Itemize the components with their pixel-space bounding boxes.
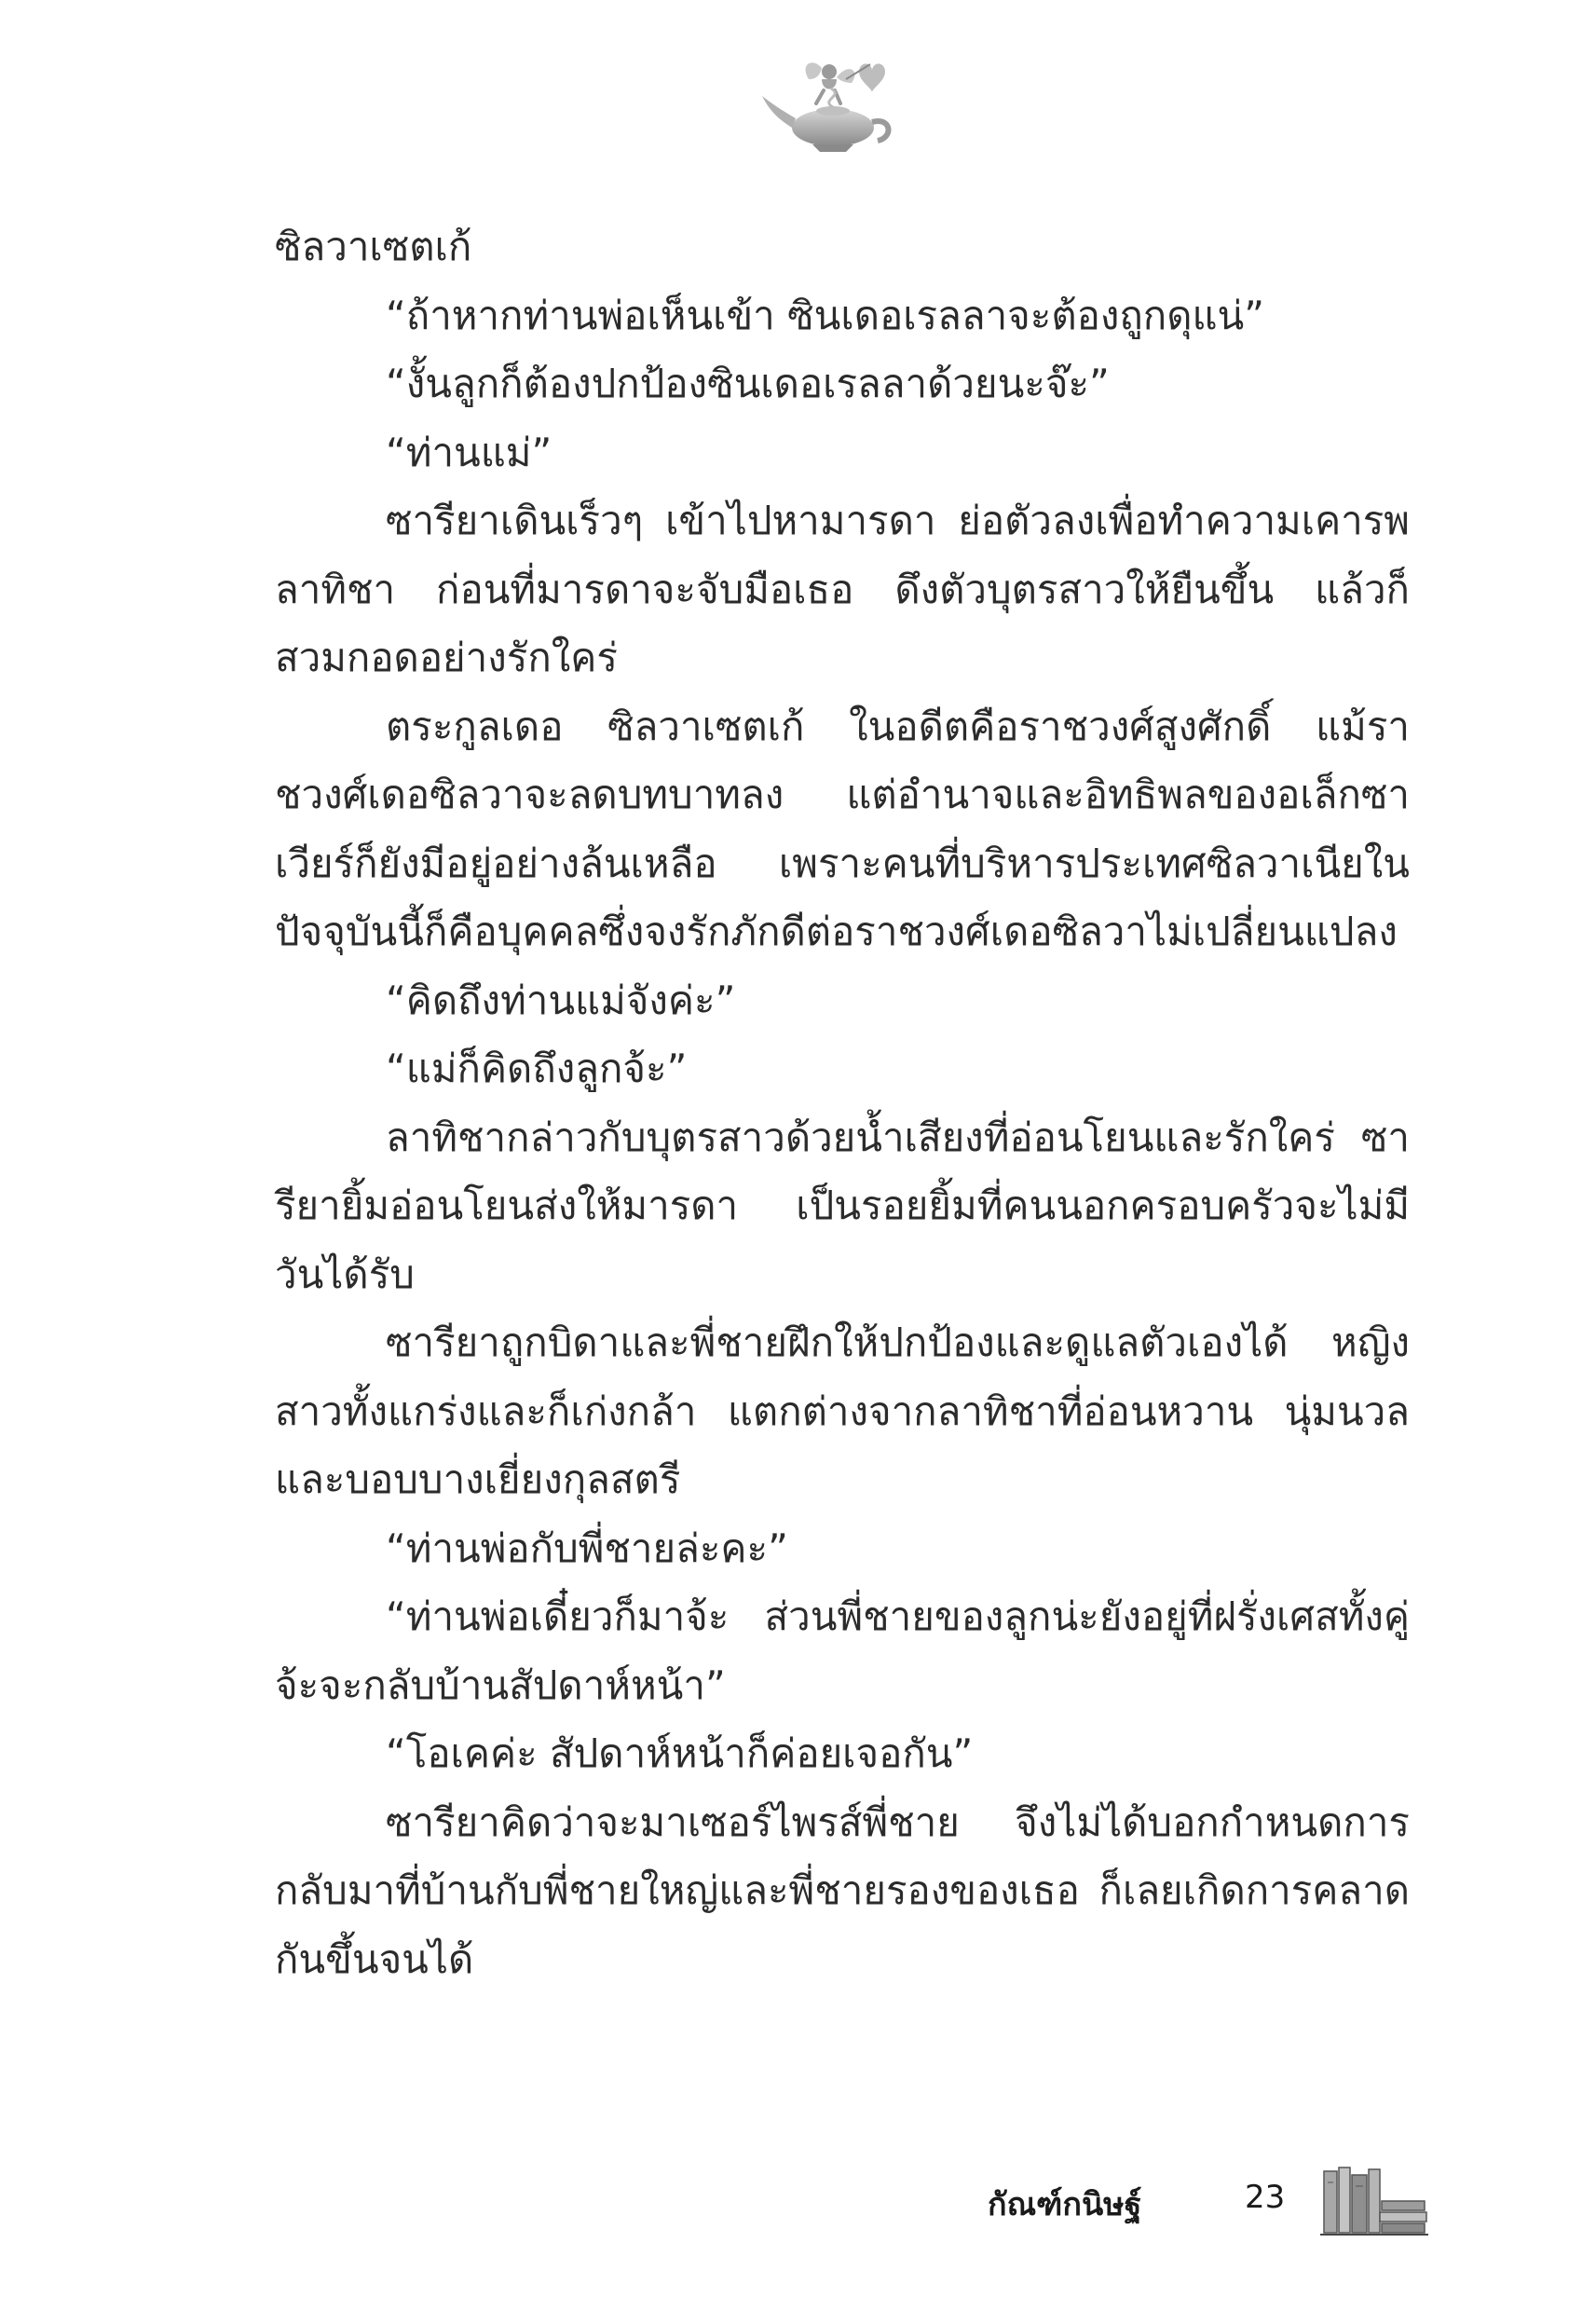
- books-icon: [1318, 2164, 1430, 2238]
- paragraph: “งั้นลูกก็ต้องปกป้องซินเดอเรลลาด้วยนะจ๊ะ”: [386, 361, 1110, 406]
- paragraph: “ท่านแม่”: [386, 429, 552, 475]
- paragraph: ลาทิชากล่าวกับบุตรสาวด้วยน้ำเสียงที่อ่อนโยนและรักใคร่ ซารียายิ้มอ่อนโยนส่งให้มารดา เป็นรอยยิ้มที่คนนอกครอบครัวจะไม่มีวันได้รับ: [275, 1114, 1410, 1297]
- paragraph: ซารียาถูกบิดาและพี่ชายฝึกให้ปกป้องและดูแลตัวเองได้ หญิงสาวทั้งแกร่งและก็เก่งกล้า แตกต่างจากลาทิชาที่อ่อนหวาน นุ่มนวล และบอบบางเยี่ยงกุลสตรี: [275, 1320, 1410, 1502]
- paragraph: “โอเคค่ะ สัปดาห์หน้าก็ค่อยเจอกัน”: [386, 1730, 974, 1776]
- paragraph: “แม่ก็คิดถึงลูกจ้ะ”: [386, 1046, 688, 1091]
- page-number: 23: [1245, 2179, 1286, 2216]
- paragraph: ซารียาเดินเร็วๆ เข้าไปหามารดา ย่อตัวลงเพื่อทำความเคารพลาทิชา ก่อนที่มารดาจะจับมือเธอ ดึงตัวบุตรสาวให้ยืนขึ้น แล้วก็สวมกอดอย่างรักใคร่: [275, 498, 1410, 680]
- paragraph: “ท่านพ่อเดี๋ยวก็มาจ้ะ ส่วนพี่ชายของลูกน่ะยังอยู่ที่ฝรั่งเศสทั้งคู่จ้ะจะกลับบ้านสัปดาห์หน้า”: [275, 1593, 1410, 1708]
- paragraph: “ท่านพ่อกับพี่ชายล่ะคะ”: [386, 1525, 788, 1571]
- page-footer: [988, 2164, 1435, 2238]
- book-title: กัณฑ์กนิษฐ์: [988, 2186, 1142, 2223]
- body-text: [275, 212, 1410, 1993]
- paragraph: ซารียาคิดว่าจะมาเซอร์ไพรส์พี่ชาย จึงไม่ได้บอกกำหนดการกลับมาที่บ้านกับพี่ชายใหญ่และพี่ชายรองของเธอ ก็เลยเกิดการคลาดกันขึ้นจนได้: [275, 1798, 1410, 1982]
- paragraph: “คิดถึงท่านแม่จังค่ะ”: [386, 977, 736, 1023]
- paragraph: ตระกูลเดอ ซิลวาเซตเก้ ในอดีตคือราชวงศ์สูงศักดิ์ แม้ราชวงศ์เดอซิลวาจะลดบทบาทลง แต่อำนาจและอิทธิพลของอเล็กซาเวียร์ก็ยังมีอยู่อย่างล้นเหลือ เพราะคนที่บริหารประเทศซิลวาเนียในปัจจุบันนี้ก็คือบุคคลซึ่งจงรักภักดีต่อราชวงศ์เดอซิลวาไม่เปลี่ยนแปลง: [275, 703, 1410, 954]
- paragraph: “ถ้าหากท่านพ่อเห็นเข้า ซินเดอเรลลาจะต้องถูกดุแน่”: [386, 292, 1265, 338]
- paragraph: ซิลวาเซตเก้: [275, 224, 472, 269]
- cupid-teapot-ornament-icon: [755, 51, 904, 168]
